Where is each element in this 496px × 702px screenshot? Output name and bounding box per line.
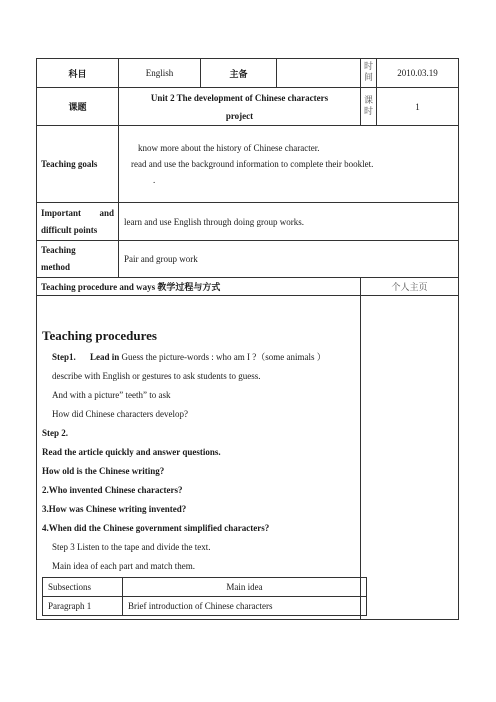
homepage-header: 个人主页 [361, 278, 459, 296]
procedure-line-2: describe with English or gestures to ask students to guess. [52, 371, 261, 381]
important-label [37, 203, 119, 241]
subsections-row [43, 597, 367, 616]
important-row [37, 203, 459, 241]
question-3: 3.How was Chinese writing invented? [42, 504, 187, 514]
procedure-line-6: Read the article quickly and answer questions. [42, 447, 221, 457]
homepage-column [361, 296, 459, 620]
goal-line-3: . [153, 175, 156, 185]
preparer-label: 主备 [201, 59, 277, 88]
goals-row [37, 126, 459, 203]
time-label: 时间 [361, 59, 377, 88]
step2-label: Step 2. [42, 428, 69, 438]
method-value: Pair and group work [119, 241, 459, 278]
main-idea-cell: Brief introduction of Chinese characters [123, 597, 367, 616]
periods-label: 课时 [361, 88, 377, 126]
goal-line-2: read and use the background information to complete their booklet. [131, 159, 374, 169]
method-label [37, 241, 119, 278]
procedure-header-row [37, 278, 459, 296]
step1-lead: Lead in [90, 352, 120, 362]
preparer-value [277, 59, 361, 88]
step3-line: Step 3 Listen to the tape and divide the text. [52, 542, 211, 552]
topic-value [119, 88, 361, 126]
header-row-2 [37, 88, 459, 126]
procedure-line-12: Main idea of each part and match them. [52, 561, 195, 571]
time-value: 2010.03.19 [377, 59, 459, 88]
procedure-header-zh: 教学过程与方式 [157, 283, 221, 293]
periods-value: 1 [377, 88, 459, 126]
subsection-cell: Paragraph 1 [43, 597, 123, 616]
topic-label: 课题 [37, 88, 119, 126]
question-1: How old is the Chinese writing? [42, 466, 165, 476]
step1-text: Guess the picture-words : who am I ?（some animals ） [121, 352, 326, 362]
procedure-body [37, 296, 361, 620]
subsections-header-row [43, 578, 367, 597]
method-label-line-1: Teaching [41, 245, 76, 255]
procedure-header [37, 278, 361, 296]
procedure-title: Teaching procedures [42, 328, 157, 343]
procedure-line-4: How did Chinese characters develop? [52, 409, 188, 419]
procedure-body-row [37, 296, 459, 620]
subsections-header-col-1: Subsections [43, 578, 123, 597]
lesson-plan-table [36, 58, 459, 620]
procedure-line-3: And with a picture” teeth” to ask [52, 390, 171, 400]
topic-line-2: project [225, 110, 254, 121]
important-label-line-2: difficult points [41, 224, 98, 235]
subsections-header-col-2: Main idea [123, 578, 367, 597]
method-label-line-2: method [41, 262, 70, 272]
header-row-1 [37, 59, 459, 88]
question-4: 4.When did the Chinese government simplified characters? [42, 523, 270, 533]
goals-label: Teaching goals [37, 126, 119, 203]
topic-line-1: Unit 2 The development of Chinese characters [150, 92, 329, 103]
important-label-word-2: and [99, 207, 114, 218]
goals-value [119, 126, 459, 203]
step1-label: Step1. [52, 352, 76, 362]
step1-line [37, 348, 360, 367]
subsections-table [42, 577, 367, 616]
goal-line-1: know more about the history of Chinese character. [138, 143, 320, 153]
subject-label: 科目 [37, 59, 119, 88]
subject-value: English [119, 59, 201, 88]
method-row [37, 241, 459, 278]
question-2: 2.Who invented Chinese characters? [42, 485, 183, 495]
procedure-header-en: Teaching procedure and ways [41, 282, 156, 292]
important-value: learn and use English through doing group works. [119, 203, 459, 241]
important-label-word-1: Important [41, 207, 81, 218]
